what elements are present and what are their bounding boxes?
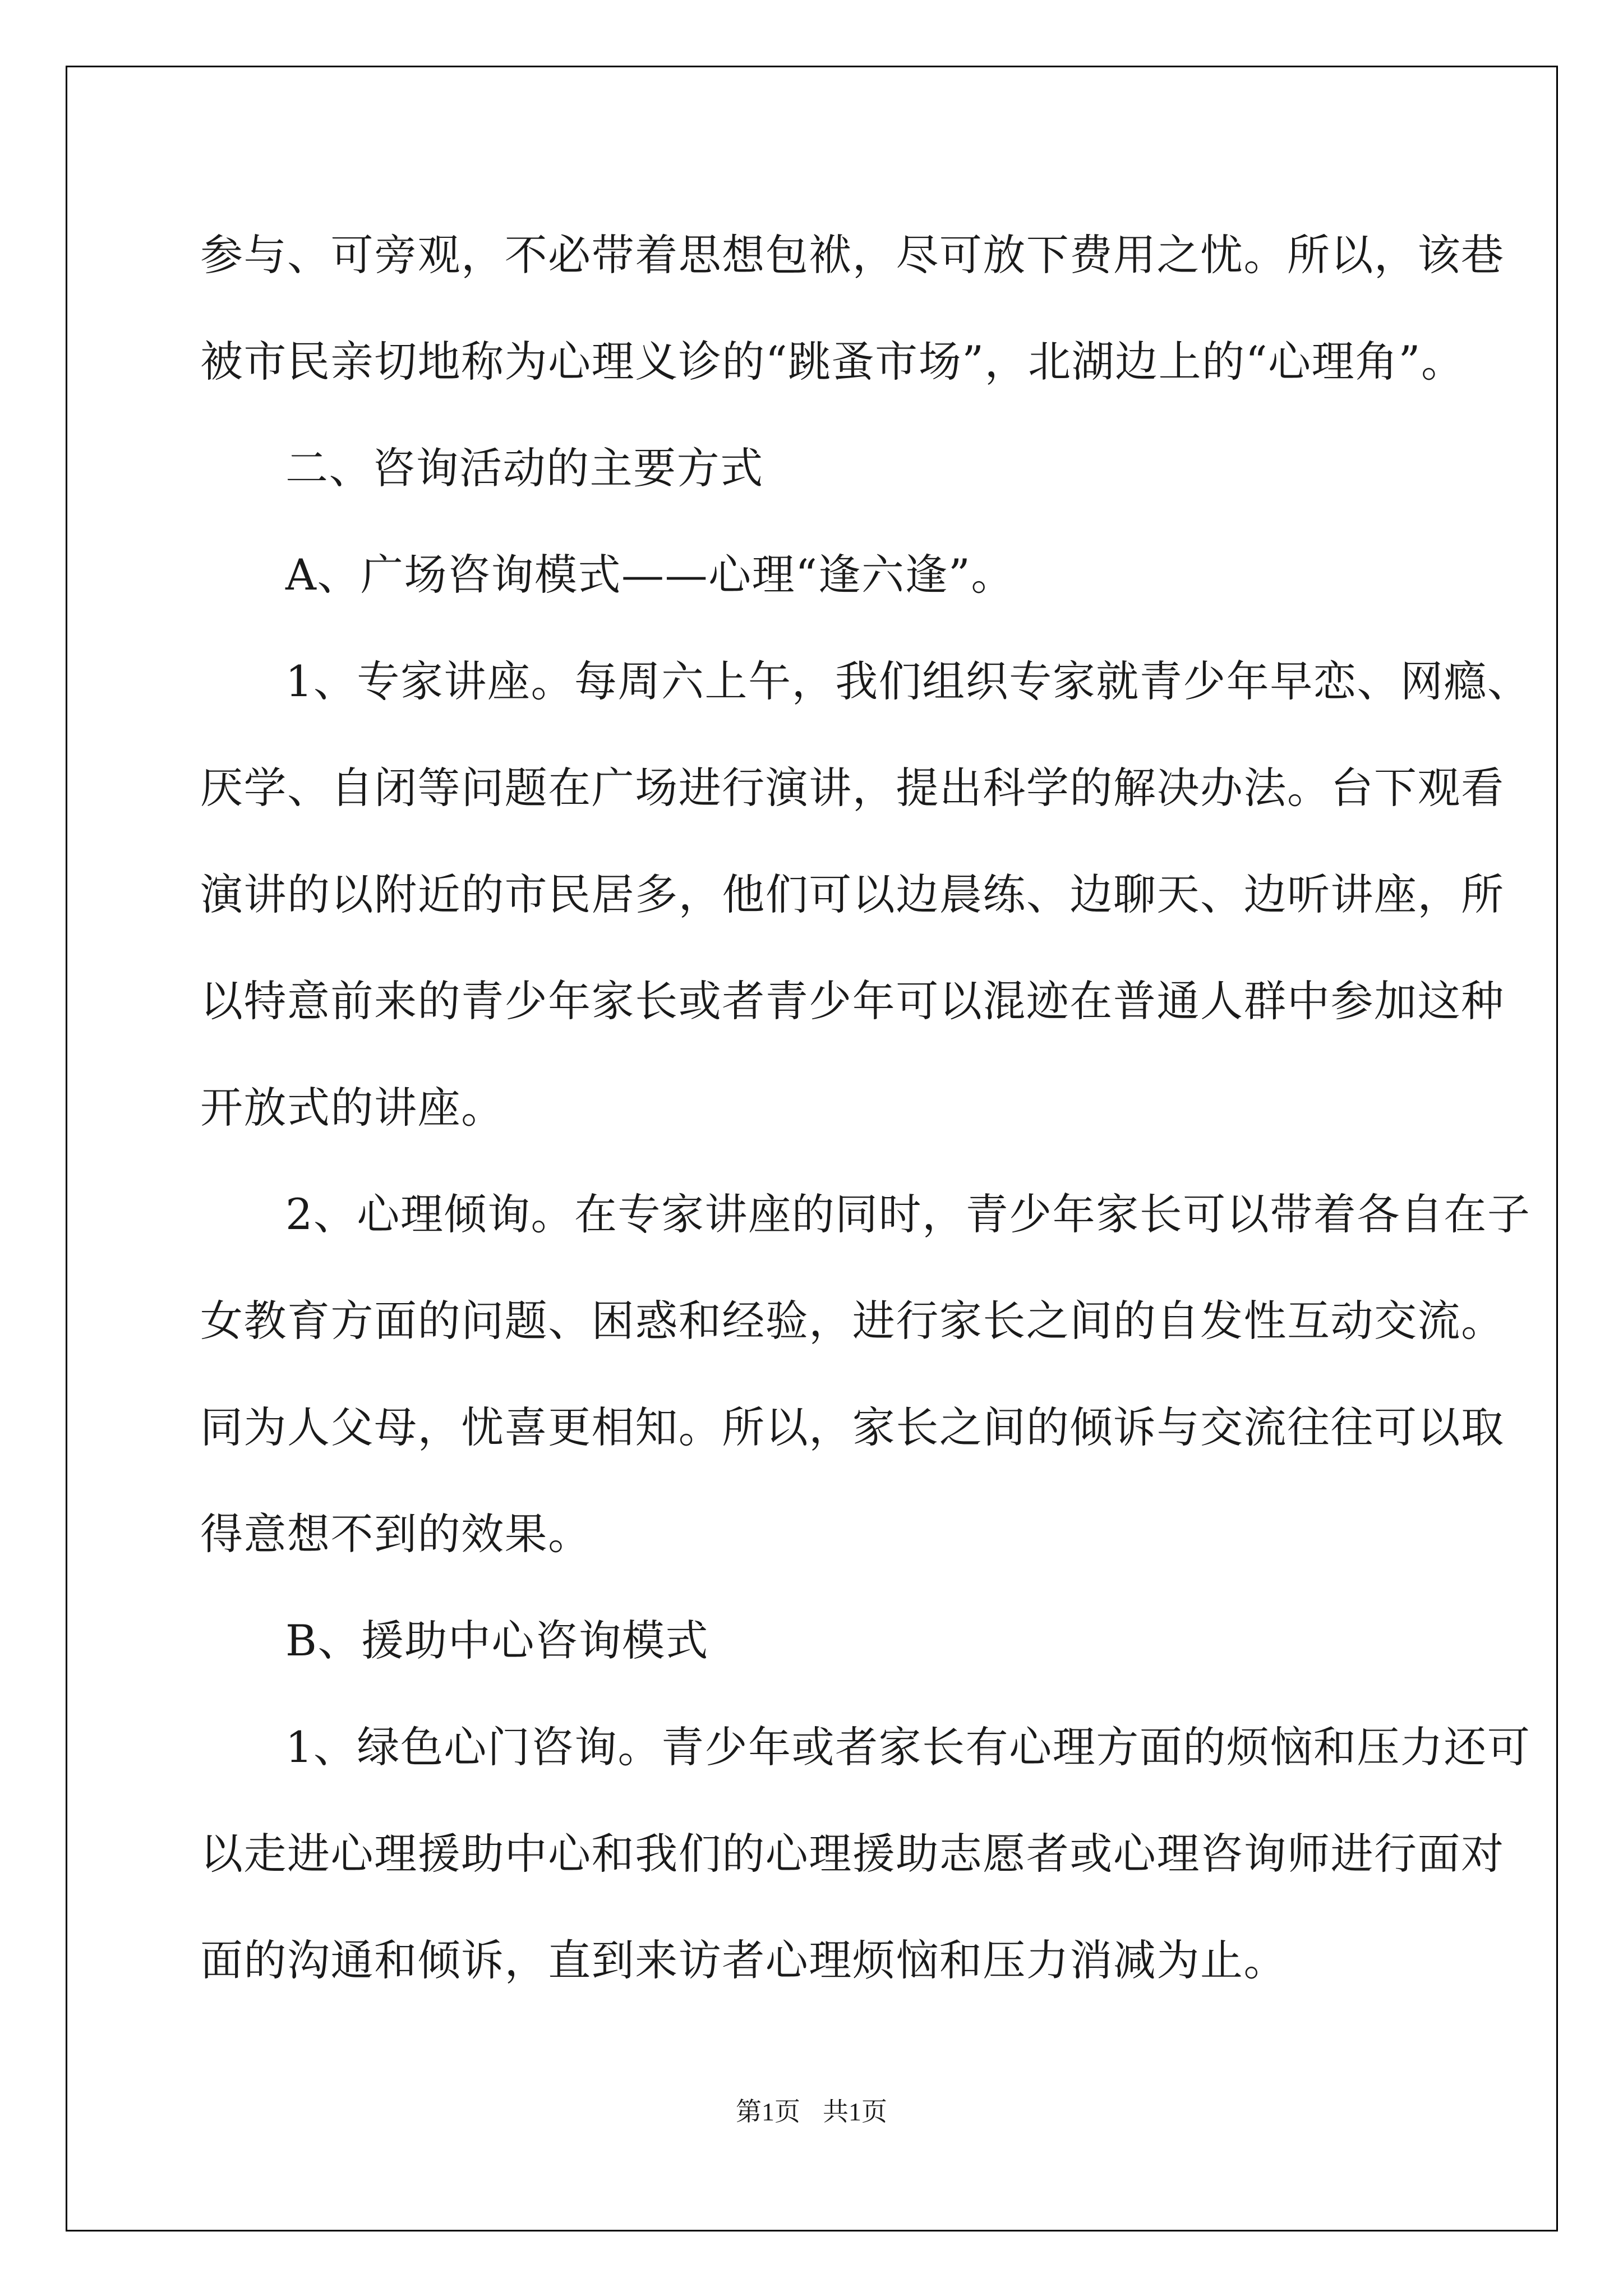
- text-line: 厌学、自闭等问题在广场进行演讲，提出科学的解决办法。台下观看: [200, 763, 1505, 813]
- text-line: 面的沟通和倾诉，直到来访者心理烦恼和压力消减为止。: [200, 1935, 1287, 1985]
- text-line: 1、绿色心门咨询。青少年或者家长有心理方面的烦恼和压力还可: [285, 1722, 1531, 1772]
- section-heading: 二、咨询活动的主要方式: [285, 443, 764, 493]
- document-body: [200, 202, 1531, 2014]
- text-line: 1、专家讲座。每周六上午，我们组织专家就青少年早恋、网瘾、: [285, 656, 1531, 706]
- text-line: 被市民亲切地称为心理义诊的“跳蚤市场”，北湖边上的“心理角”。: [200, 337, 1465, 386]
- page-total: 共1页: [823, 2097, 887, 2126]
- text-line: 2、心理倾询。在专家讲座的同时，青少年家长可以带着各自在子: [285, 1189, 1531, 1239]
- text-line: 以特意前来的青少年家长或者青少年可以混迹在普通人群中参加这种: [200, 976, 1505, 1026]
- subsection-heading: B、援助中心咨询模式: [285, 1616, 709, 1665]
- page-number: 第1页: [736, 2097, 800, 2126]
- text-line: 同为人父母，忧喜更相知。所以，家长之间的倾诉与交流往往可以取: [200, 1402, 1505, 1452]
- subsection-heading: A、广场咨询模式——心理“逢六逢”。: [285, 550, 1015, 600]
- text-line: 得意想不到的效果。: [200, 1509, 592, 1559]
- text-line: 女教育方面的问题、困惑和经验，进行家长之间的自发性互动交流。: [200, 1296, 1505, 1346]
- text-line: 开放式的讲座。: [200, 1083, 505, 1133]
- page-footer: [0, 2095, 1623, 2129]
- text-line: 演讲的以附近的市民居多，他们可以边晨练、边聊天、边听讲座，所: [200, 869, 1505, 919]
- text-line: 参与、可旁观，不必带着思想包袱，尽可放下费用之忧。所以，该巷: [200, 230, 1505, 280]
- text-line: 以走进心理援助中心和我们的心理援助志愿者或心理咨询师进行面对: [200, 1829, 1505, 1879]
